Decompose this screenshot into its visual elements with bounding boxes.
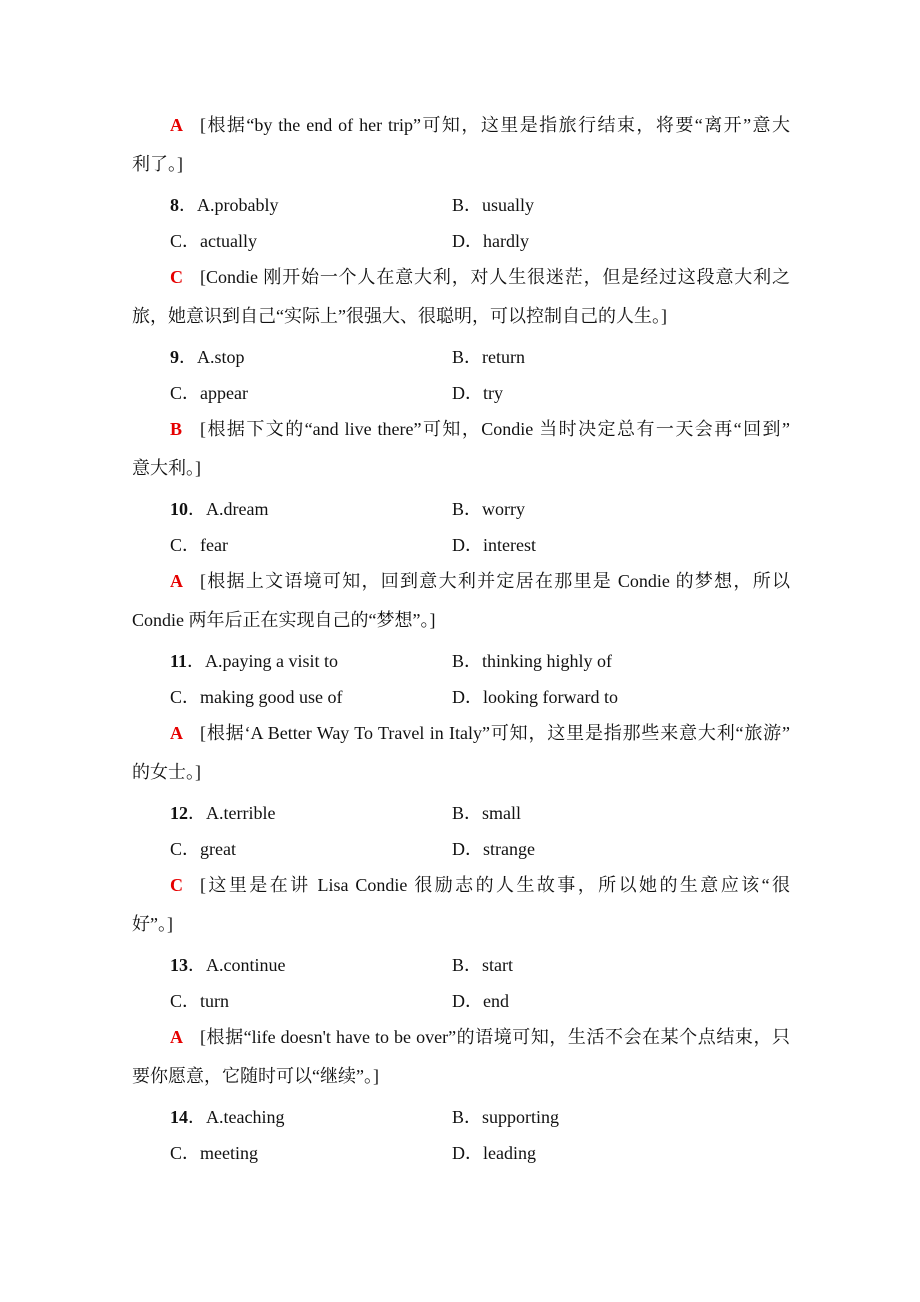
option-a: A.dream — [206, 499, 269, 519]
option-c: C．turn — [170, 991, 230, 1011]
explanation-text: [根据“life doesn't have to be over”的语境可知，生活不会在某个点结束，只 — [200, 1027, 790, 1047]
option-d: D．strange — [452, 839, 535, 859]
option-b: B．usually — [452, 195, 535, 215]
number-separator: ． — [188, 955, 206, 975]
question-row — [170, 1106, 284, 1128]
explanation-line-2: 要你愿意，它随时可以“继续”。] — [132, 1066, 379, 1086]
option-c: C．great — [170, 839, 236, 859]
option-a: A.stop — [197, 347, 245, 367]
explanation-line-1 — [170, 114, 790, 136]
number-separator: ． — [188, 1107, 206, 1127]
explanation-text: [根据上文语境可知，回到意大利并定居在那里是 Condie 的梦想，所以 — [200, 571, 790, 591]
answer-key: A — [170, 723, 183, 743]
question-number: 10 — [170, 499, 188, 519]
explanation-line-1 — [170, 722, 790, 744]
question-row — [170, 954, 285, 976]
explanation-line-1 — [170, 874, 790, 896]
explanation-line-2: 利了。] — [132, 154, 183, 174]
explanation-line-1 — [170, 266, 790, 288]
question-number: 8 — [170, 195, 179, 215]
question-number: 9 — [170, 347, 179, 367]
option-a: A.continue — [206, 955, 286, 975]
answer-key: A — [170, 115, 183, 135]
option-b: B．start — [452, 955, 513, 975]
explanation-line-1 — [170, 418, 790, 440]
explanation-text: [Condie 刚开始一个人在意大利，对人生很迷茫，但是经过这段意大利之 — [200, 267, 790, 287]
option-b: B．return — [452, 347, 525, 367]
option-b: B．supporting — [452, 1107, 560, 1127]
option-b: B．worry — [452, 499, 525, 519]
option-d: D．interest — [452, 535, 536, 555]
question-row — [170, 802, 275, 824]
option-d: D．leading — [452, 1143, 536, 1163]
number-separator: ． — [188, 803, 206, 823]
explanation-line-1 — [170, 1026, 790, 1048]
explanation-line-2: 旅，她意识到自己“实际上”很强大、很聪明，可以控制自己的人生。] — [132, 306, 667, 326]
option-a: A.teaching — [206, 1107, 285, 1127]
answer-key: A — [170, 571, 183, 591]
option-a: A.paying a visit to — [205, 651, 339, 671]
option-b: B．small — [452, 803, 522, 823]
option-d: D．try — [452, 383, 503, 403]
explanation-text: [根据‘A Better Way To Travel in Italy”可知，这里是指那些来意大利“旅游” — [200, 723, 790, 743]
question-number: 11 — [170, 651, 188, 671]
explanation-text: [根据下文的“and live there”可知，Condie 当时决定总有一天会再“回到” — [200, 419, 790, 439]
option-b: B．thinking highly of — [452, 651, 613, 671]
explanation-line-2: 好”。] — [132, 914, 173, 934]
explanation-line-2: Condie 两年后正在实现自己的“梦想”。] — [132, 610, 436, 630]
option-d: D．hardly — [452, 231, 529, 251]
answer-key: C — [170, 875, 183, 895]
option-c: C．meeting — [170, 1143, 258, 1163]
question-number: 12 — [170, 803, 188, 823]
option-d: D．end — [452, 991, 509, 1011]
question-number: 13 — [170, 955, 188, 975]
answer-key: C — [170, 267, 183, 287]
explanation-line-2: 意大利。] — [132, 458, 201, 478]
number-separator: ． — [179, 195, 197, 215]
question-row — [170, 498, 268, 520]
answer-key: B — [170, 419, 183, 439]
option-d: D．looking forward to — [452, 687, 618, 707]
answer-key: A — [170, 1027, 183, 1047]
option-a: A.terrible — [206, 803, 276, 823]
question-row — [170, 346, 245, 368]
number-separator: ． — [187, 651, 206, 671]
number-separator: ． — [179, 347, 197, 367]
option-c: C．making good use of — [170, 687, 343, 707]
option-a: A.probably — [197, 195, 279, 215]
option-c: C．appear — [170, 383, 248, 403]
explanation-line-1 — [170, 570, 790, 592]
explanation-text: [根据“by the end of her trip”可知，这里是指旅行结束，将要“离开”意大 — [200, 115, 790, 135]
option-c: C．fear — [170, 535, 228, 555]
question-number: 14 — [170, 1107, 188, 1127]
question-row — [170, 650, 338, 672]
number-separator: ． — [188, 499, 206, 519]
explanation-line-2: 的女士。] — [132, 762, 201, 782]
question-row — [170, 194, 278, 216]
explanation-text: [这里是在讲 Lisa Condie 很励志的人生故事，所以她的生意应该“很 — [200, 875, 790, 895]
option-c: C．actually — [170, 231, 257, 251]
